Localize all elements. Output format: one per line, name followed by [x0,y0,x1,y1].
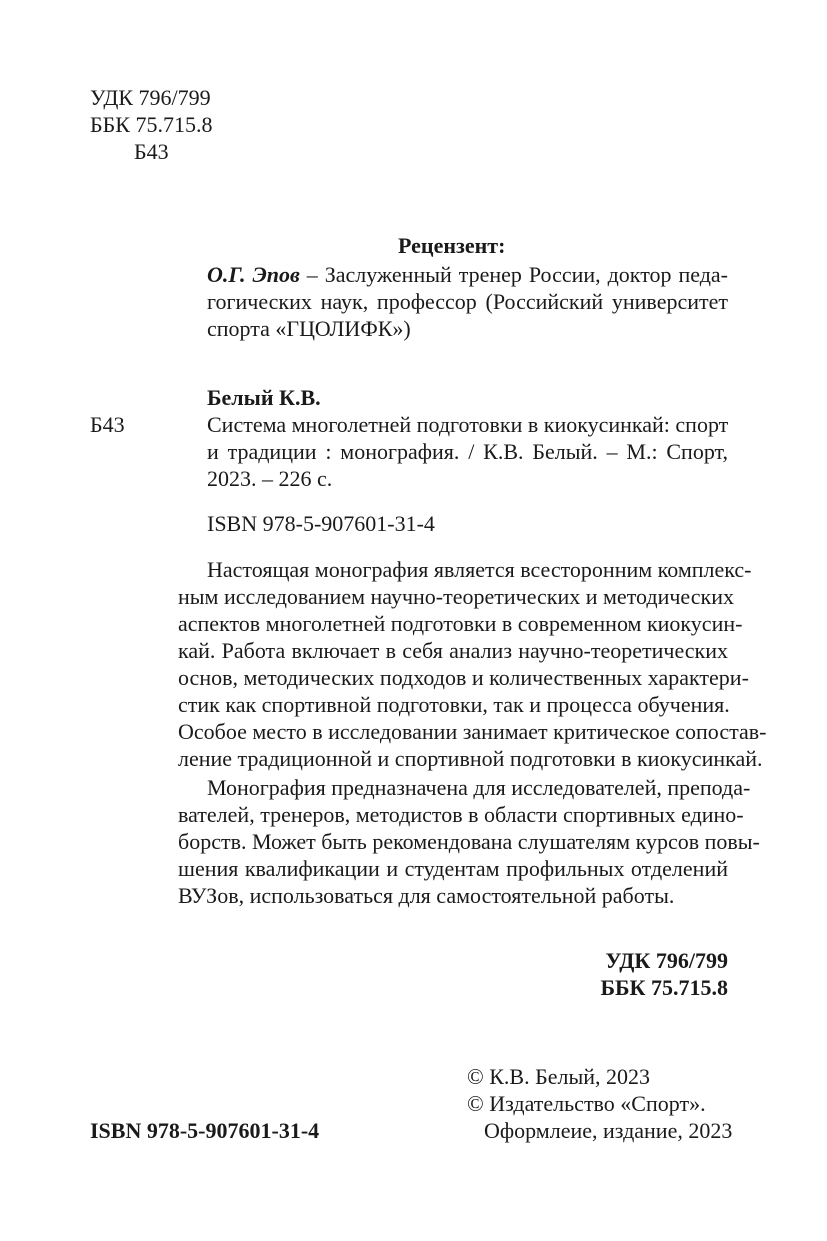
annotation-line: ВУЗов, использоваться для самостоятельной работы. [178,883,675,908]
catalog-title-line-3: 2023. – 226 с. [207,466,333,491]
annotation-line: кай. Работа включает в себя анализ научно-теоретических [178,638,728,663]
footer-udk: УДК 796/799 [605,948,728,973]
reviewer-line-2: гогических наук, профессор (Российский университет [207,289,728,314]
udk-code: УДК 796/799 [90,85,211,110]
reviewer-line-1 [207,261,728,288]
annotation-line: основ, методических подходов и количественных характери- [178,665,749,690]
annotation-paragraph-1 [178,556,767,772]
author-mark: Б43 [134,139,169,164]
reviewer-block [207,232,728,342]
copyright-publisher: © Издательство «Спорт». [467,1091,706,1116]
catalog-title-line-2: и традиции : монография. / К.В. Белый. – М.: Спорт, [207,439,728,464]
annotation-line: вателей, тренеров, методистов в области спортивных едино- [178,802,744,827]
copyright-author: © К.В. Белый, 2023 [467,1064,650,1089]
annotation-line: Настоящая монография является всесторонним комплекс- [207,557,752,582]
reviewer-name: О.Г. Эпов [207,262,300,287]
classification-block [90,84,212,165]
catalog-mark: Б43 [90,412,125,437]
design-line: Оформлеие, издание, 2023 [484,1118,733,1143]
catalog-title [207,411,728,492]
footer-isbn: ISBN 978-5-907601-31-4 [90,1118,320,1143]
reviewer-line-1-rest: – Заслуженный тренер России, доктор педа- [299,262,728,287]
annotation [178,556,767,909]
annotation-line: Особое место в исследовании занимает критическое сопостав- [178,719,767,744]
catalog-isbn: ISBN 978-5-907601-31-4 [207,511,435,536]
annotation-line: стик как спортивной подготовки, так и процесса обучения. [178,692,730,717]
annotation-paragraph-2 [178,774,760,909]
catalog-title-line-1: Система многолетней подготовки в киокусинкай: спорт [207,412,729,437]
bbk-code: ББК 75.715.8 [90,112,213,137]
reviewer-heading: Рецензент: [398,233,506,258]
catalog-author: Белый К.В. [207,385,321,410]
reviewer-line-3: спорта «ГЦОЛИФК») [207,316,411,341]
annotation-line: ным исследованием научно-теоретических и методических [178,584,734,609]
annotation-line: шения квалификации и студентам профильных отделений [178,856,728,881]
annotation-line: Монография предназначена для исследователей, препода- [207,775,751,800]
annotation-line: аспектов многолетней подготовки в современном киокусин- [178,611,743,636]
footer-classification [600,947,728,1001]
annotation-line: ление традиционной и спортивной подготовки в киокусинкай. [178,746,763,771]
copyright-block [467,1063,732,1144]
footer-bbk: ББК 75.715.8 [600,975,728,1000]
annotation-line: борств. Может быть рекомендована слушателям курсов повы- [178,829,760,854]
